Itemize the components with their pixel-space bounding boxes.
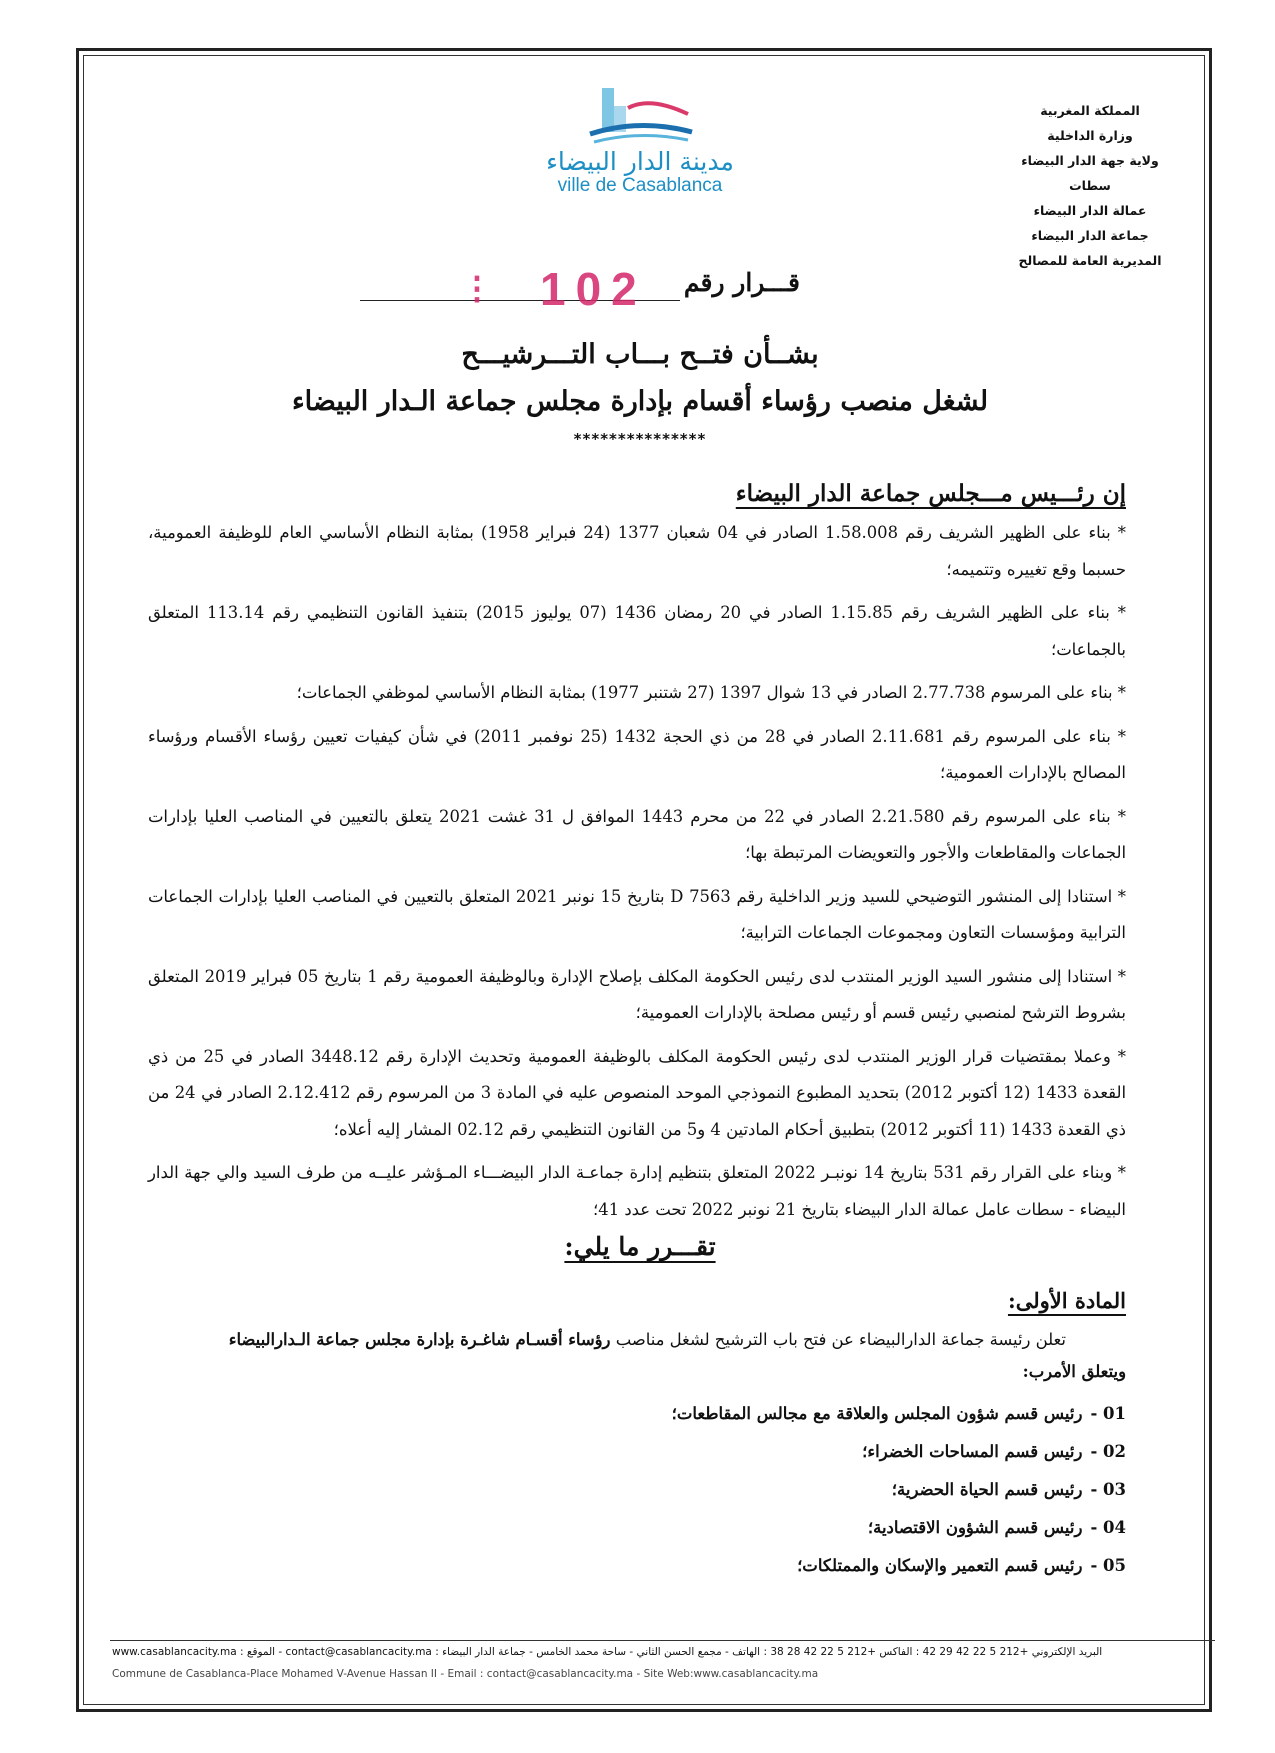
- article-title: المادة الأولى:: [1007, 1288, 1126, 1313]
- article-text-normal: تعلن رئيسة جماعة الدارالبيضاء عن فتح باب الترشيح لشغل مناصب: [615, 1330, 1066, 1349]
- title-separator: ***************: [573, 430, 707, 448]
- preamble: [148, 480, 1126, 1235]
- logo-arabic-text: مدينة الدار البيضاء: [546, 147, 734, 176]
- item-label: رئيس قسم شؤون المجلس والعلاقة مع مجالس المقاطعات؛: [671, 1404, 1083, 1423]
- list-item: [148, 1395, 1126, 1433]
- header-line: جماعة الدار البيضاء: [1031, 228, 1149, 243]
- header-line: وزارة الداخلية: [1047, 128, 1133, 143]
- preamble-paragraph: * بناء على المرسوم 2.77.738 الصادر في 13 شوال 1397 (27 شتنبر 1977) بمثابة النظام الأساسي لموظفي الجماعات؛: [296, 683, 1126, 702]
- item-number: 04 -: [1090, 1518, 1126, 1537]
- logo-mark-icon: [580, 88, 700, 150]
- footer-address: Commune de Casablanca-Place Mohamed V-Avenue Hassan II - Email : contact@casablancacity.ma - Site Web:www.casablancacity.ma: [112, 1668, 819, 1680]
- footer-contact: www.casablancacity.ma : الموقع - contact@casablancacity.ma : البريد الإلكتروني +212 5 22 42 29 42 : الفاكس +212 5 22 42 28 38 : الهاتف - مجمع الحسن الثاني - ساحة محمد الخامس - جماعة الدار البيضاء: [112, 1646, 1103, 1658]
- preamble-paragraph: * بناء على الظهير الشريف رقم 1.58.008 الصادر في 04 شعبان 1377 (24 فبراير 1958) بمثابة النظام الأساسي العام للوظيفة العمومية، حسبما وقع تغييره وتتميمه؛: [148, 523, 1126, 579]
- preamble-paragraph: * استنادا إلى منشور السيد الوزير المنتدب لدى رئيس الحكومة المكلف بإصلاح الإدارة وبالوظيفة العمومية رقم 1 بتاريخ 05 فبراير 2019 المتعلق بشروط الترشح لمنصبي رئيس قسم أو رئيس مصلحة بالإدارات العمومية؛: [148, 966, 1126, 1022]
- item-label: رئيس قسم التعمير والإسكان والممتلكات؛: [797, 1556, 1083, 1575]
- concerns-label: ويتعلق الأمرب:: [1022, 1362, 1126, 1381]
- preamble-paragraph: * بناء على المرسوم رقم 2.21.580 الصادر في 22 من محرم 1443 الموافق ل 31 غشت 2021 يتعلق بالتعيين في المناصب العليا بإدارات الجماعات والمقاطعات والأجور والتعويضات المرتبطة بها؛: [148, 806, 1126, 862]
- list-item: [148, 1433, 1126, 1471]
- header-line: عمالة الدار البيضاء: [1033, 203, 1147, 218]
- positions-list: [148, 1395, 1126, 1585]
- item-number: 02 -: [1090, 1442, 1126, 1461]
- article-text-bold: رؤساء أقسـام شاغـرة بإدارة مجلس جماعة الـدارالبيضاء: [228, 1330, 611, 1349]
- logo-french-text: ville de Casablanca: [557, 175, 723, 196]
- decision-number-row: [340, 262, 800, 315]
- item-number: 05 -: [1090, 1556, 1126, 1575]
- title-line-1: بشــأن فتــح بـــاب التـــرشيـــح: [461, 339, 819, 370]
- header-line: ولاية جهة الدار البيضاء سطات: [1021, 153, 1159, 193]
- issuer-header: [1010, 98, 1170, 273]
- preamble-paragraph: * وبناء على القرار رقم 531 بتاريخ 14 نونبـر 2022 المتعلق بتنظيم إدارة جماعـة الدار البيضـــاء المـؤشر عليــه من طرف السيد والي جهة الدار البيضاء - سطات عامل عمالة الدار البيضاء بتاريخ 21 نونبر 2022 تحت عدد 41؛: [148, 1163, 1126, 1219]
- item-label: رئيس قسم الشؤون الاقتصادية؛: [867, 1518, 1083, 1537]
- list-item: [148, 1509, 1126, 1547]
- list-item: [148, 1471, 1126, 1509]
- header-line: المديرية العامة للمصالح: [1018, 253, 1162, 268]
- list-item: [148, 1547, 1126, 1585]
- preamble-paragraph: * بناء على المرسوم رقم 2.11.681 الصادر في 28 من ذي الحجة 1432 (25 نوفمبر 2011) في شأن كيفيات تعيين رؤساء الأقسام ورؤساء المصالح بالإدارات العمومية؛: [148, 726, 1126, 782]
- title-line-2: لشغل منصب رؤساء أقسام بإدارة مجلس جماعة الـدار البيضاء: [291, 386, 989, 417]
- article-text: [148, 1323, 1126, 1357]
- item-number: 01 -: [1090, 1404, 1126, 1423]
- decides-heading: تقـــرر ما يلي:: [564, 1232, 716, 1261]
- item-number: 03 -: [1090, 1480, 1126, 1499]
- casablanca-logo: [540, 88, 740, 218]
- president-heading: إن رئـــيس مـــجلس جماعة الدار البيضاء: [735, 480, 1126, 507]
- header-line: المملكة المغربية: [1040, 103, 1140, 118]
- item-label: رئيس قسم الحياة الحضرية؛: [891, 1480, 1083, 1499]
- decision-label: قـــرار رقم: [683, 268, 800, 297]
- article-one: [148, 1270, 1126, 1585]
- preamble-paragraph: * استنادا إلى المنشور التوضيحي للسيد وزير الداخلية رقم D 7563 بتاريخ 15 نونبر 2021 المتعلق بالتعيين في المناصب العليا بإدارات الجماعات الترابية ومؤسسات التعاون ومجموعات الجماعات الترابية؛: [148, 886, 1126, 942]
- stamp-mark-icon: ⁝: [470, 264, 484, 315]
- decision-number-stamp: 102: [540, 263, 647, 315]
- preamble-paragraph: * وعملا بمقتضيات قرار الوزير المنتدب لدى رئيس الحكومة المكلف بالوظيفة العمومية وتحديث الإدارة رقم 3448.12 الصادر في 25 من ذي القعدة 1433 (12 أكتوبر 2012) بتحديد المطبوع النموذجي الموحد المنصوص عليه في المادة 3 من المرسوم رقم 2.12.412 الصادر في 24 من ذي القعدة 1433 (11 أكتوبر 2012) بتطبيق أحكام المادتين 4 و5 من القانون التنظيمي رقم 02.12 المشار إليه أعلاه؛: [148, 1046, 1127, 1139]
- footer-divider: [110, 1640, 1215, 1641]
- preamble-paragraph: * بناء على الظهير الشريف رقم 1.15.85 الصادر في 20 رمضان 1436 (07 يوليوز 2015) بتنفيذ القانون التنظيمي رقم 113.14 المتعلق بالجماعات؛: [148, 603, 1126, 659]
- item-label: رئيس قسم المساحات الخضراء؛: [862, 1442, 1083, 1461]
